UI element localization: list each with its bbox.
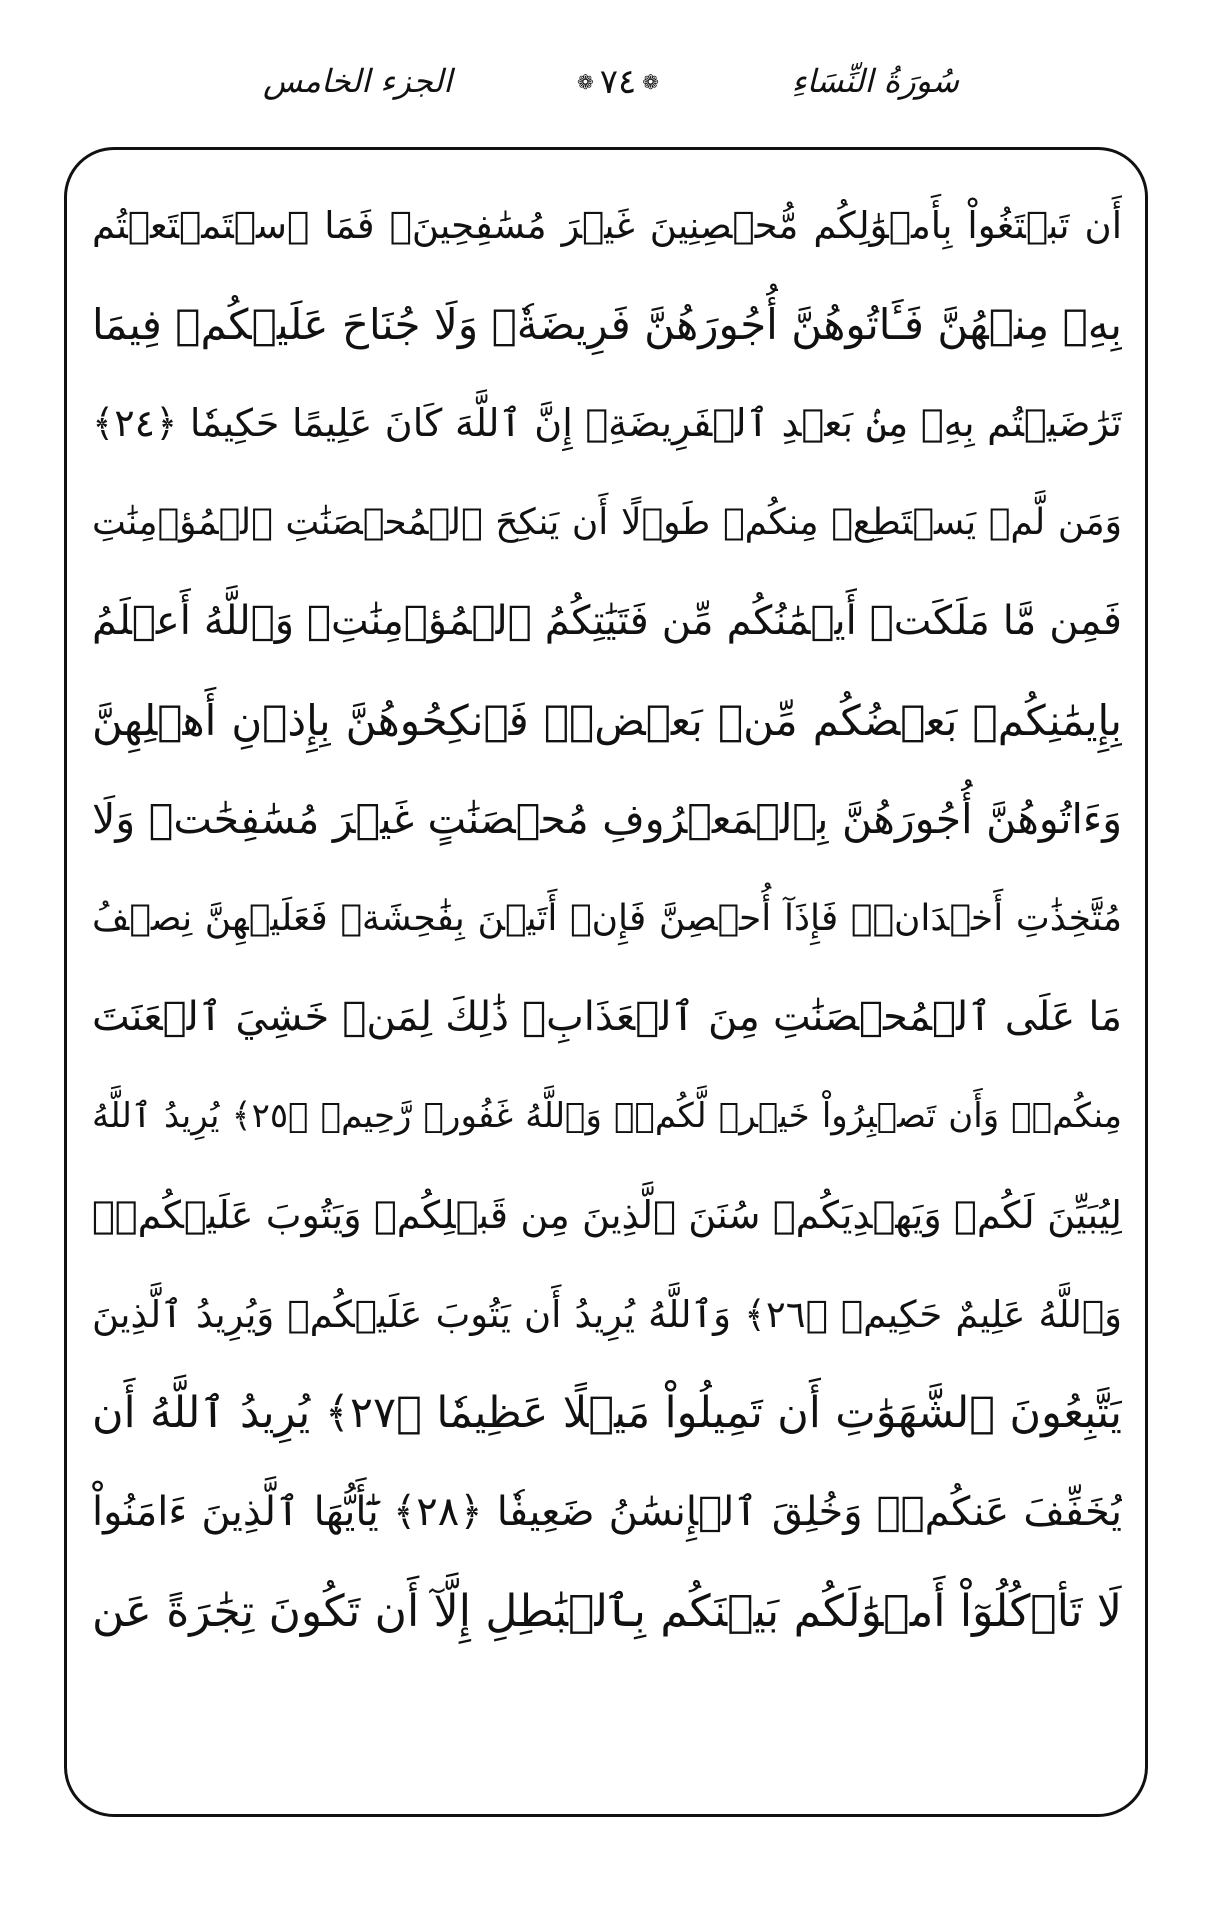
quran-text-block [92,176,1122,1661]
text-line-9: مَا عَلَى ٱلۡمُحۡصَنَٰتِ مِنَ ٱلۡعَذَابِۚ ذَٰلِكَ لِمَنۡ خَشِيَ ٱلۡعَنَتَ [92,994,1122,1040]
ornament-icon: ❁ [576,70,594,94]
text-line-15: لَا تَأۡكُلُوٓاْ أَمۡوَٰلَكُم بَيۡنَكُم بِٱلۡبَٰطِلِ إِلَّآ أَن تَكُونَ تِجَٰرَةً عَن [92,1586,1122,1637]
page-number-badge [565,56,671,108]
text-line-13: يَتَّبِعُونَ ٱلشَّهَوَٰتِ أَن تَمِيلُواْ مَيۡلًا عَظِيمٗا ﴿٢٧﴾ يُرِيدُ ٱللَّهُ أَن [92,1388,1122,1438]
ornament-icon: ❁ [642,70,660,94]
text-line-3: تَرَٰضَيۡتُم بِهِۦ مِنۢ بَعۡدِ ٱلۡفَرِيضَةِۚ إِنَّ ٱللَّهَ كَانَ عَلِيمًا حَكِيمٗا ﴿٢٤﴾ [92,401,1122,445]
page-header [0,38,1214,128]
text-line-4: وَمَن لَّمۡ يَسۡتَطِعۡ مِنكُمۡ طَوۡلًا أَن يَنكِحَ ٱلۡمُحۡصَنَٰتِ ٱلۡمُؤۡمِنَٰتِ [92,502,1122,543]
text-line-6: بِإِيمَٰنِكُمۚ بَعۡضُكُم مِّنۢ بَعۡضٖۚ فَٱنكِحُوهُنَّ بِإِذۡنِ أَهۡلِهِنَّ [92,696,1122,745]
text-line-8: مُتَّخِذَٰتِ أَخۡدَانٖۚ فَإِذَآ أُحۡصِنَّ فَإِنۡ أَتَيۡنَ بِفَٰحِشَةٖ فَعَلَيۡهِنَّ نِصۡفُ [92,898,1122,939]
text-line-7: وَءَاتُوهُنَّ أُجُورَهُنَّ بِٱلۡمَعۡرُوفِ مُحۡصَنَٰتٍ غَيۡرَ مُسَٰفِحَٰتٖ وَلَا [92,795,1122,843]
page-number: ٧٤ [599,62,637,102]
text-line-12: وَٱللَّهُ عَلِيمٌ حَكِيمٞ ﴿٢٦﴾ وَٱللَّهُ يُرِيدُ أَن يَتُوبَ عَلَيۡكُمۡ وَيُرِيدُ ٱلَّذِينَ [92,1293,1122,1336]
surah-name: سُورَةُ النِّسَاءِ [791,62,959,100]
text-line-11: لِيُبَيِّنَ لَكُمۡ وَيَهۡدِيَكُمۡ سُنَنَ ٱلَّذِينَ مِن قَبۡلِكُمۡ وَيَتُوبَ عَلَيۡكُمۡۗ [92,1193,1122,1237]
text-line-5: فَمِن مَّا مَلَكَتۡ أَيۡمَٰنُكُم مِّن فَتَيَٰتِكُمُ ٱلۡمُؤۡمِنَٰتِۚ وَٱللَّهُ أَعۡلَمُ [92,598,1122,644]
text-line-10: مِنكُمۡۚ وَأَن تَصۡبِرُواْ خَيۡرٞ لَّكُمۡۗ وَٱللَّهُ غَفُورٞ رَّحِيمٞ ﴿٢٥﴾ يُرِيدُ ٱللَّهُ [92,1096,1122,1136]
text-line-1: أَن تَبۡتَغُواْ بِأَمۡوَٰلِكُم مُّحۡصِنِينَ غَيۡرَ مُسَٰفِحِينَۚ فَمَا ٱسۡتَمۡتَعۡتُم [92,204,1122,247]
text-line-2: بِهِۦ مِنۡهُنَّ فَـَٔاتُوهُنَّ أُجُورَهُنَّ فَرِيضَةٗۚ وَلَا جُنَاحَ عَلَيۡكُمۡ فِيمَا [92,300,1122,349]
text-line-14: يُخَفِّفَ عَنكُمۡۚ وَخُلِقَ ٱلۡإِنسَٰنُ ضَعِيفٗا ﴿٢٨﴾ يَٰٓأَيُّهَا ٱلَّذِينَ ءَامَنُواْ [92,1489,1122,1535]
juz-name: الجزء الخامس [263,62,453,100]
